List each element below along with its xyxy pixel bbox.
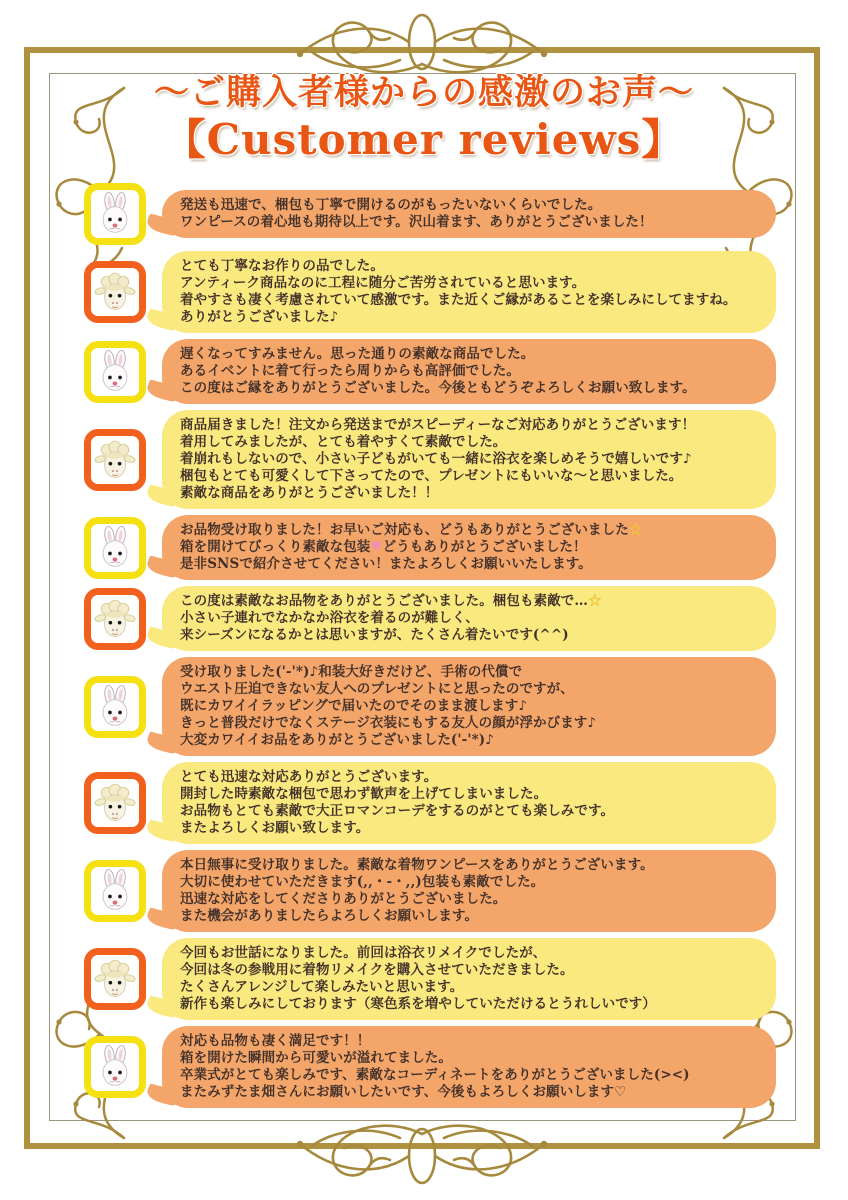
review-item [84,586,776,651]
bubble-tail [146,308,181,331]
review-text: 本日無事に受け取りました。素敵な着物ワンピースをありがとうございます。 大切に使わせていただきます(,,・‐・,,)包装も素敵でした。 迅速な対応をしてくださりありがとうございました。 また機会がありましたらよろしくお願いします。 [180,857,654,924]
review-bubble [162,190,776,238]
review-bubble [162,657,776,756]
sheep-avatar-icon [84,261,146,323]
sheep-icon [93,597,137,641]
bubble-tail [146,1083,181,1106]
review-item [84,762,776,844]
rabbit-icon [93,685,137,729]
page-subtitle: 【Customer reviews】 [163,115,685,164]
rabbit-avatar-icon [84,676,146,738]
sheep-avatar-icon [84,429,146,491]
review-text: 受け取りました('-'*)♪和装大好きだけど、手術の代償で ウエスト圧迫できない友人へのプレゼントにと思ったのですが、 既にカワイイラッピングで届いたのでそのまま渡します♪ きっと普段だけでなくステージ衣装にもする友人の顔が浮かびます♪ 大変カワイイお品をありがとうございました('-'*)♪ [180,664,597,748]
rabbit-avatar-icon [84,517,146,579]
review-item [84,183,776,245]
bubble-tail [146,555,181,578]
page-title: 〜ご購入者様からの感激のお声〜 [153,72,694,113]
bubble-tail [146,626,181,649]
review-text: この度は素敵なお品物をありがとうございました。梱包も素敵で…☆ 小さい子連れでなかなか浴衣を着るのが難しく、 来シーズンになるかとは思いますが、たくさん着たいです(^^) [180,593,602,643]
review-bubble [162,762,776,844]
review-item [84,1026,776,1108]
rabbit-icon [93,869,137,913]
review-text: 商品届きました！注文から発送までがスピーディーなご対応ありがとうございます！ 着用してみましたが、とても着やすくて素敵でした。 着崩れもしないので、小さい子どもがいても一緒に浴衣を楽しめそうで嬉しいです♪ 梱包もとても可愛くして下さってたので、プレゼントにもいいな〜と思いました。 素敵な商品をありがとうございました！！ [180,417,696,501]
page-header [0,72,848,164]
review-text: とても丁寧なお作りの品でした。 アンティーク商品なのに工程に随分ご苦労されていると思います。 着やすさも凄く考慮されていて感激です。また近くご縁があることを楽しみにしてますね。 ありがとうございました♪ [180,258,737,325]
review-text: 発送も迅速で、梱包も丁寧で開けるのがもったいないくらいでした。 ワンピースの着心地も期待以上です。沢山着ます、ありがとうございました！ [180,197,653,230]
bubble-tail [146,819,181,842]
rabbit-avatar-icon [84,183,146,245]
bubble-tail [146,995,181,1018]
review-item [84,410,776,509]
review-bubble [162,850,776,932]
review-bubble [162,1026,776,1108]
review-bubble [162,251,776,333]
review-bubble [162,410,776,509]
sheep-icon [93,438,137,482]
rabbit-avatar-icon [84,341,146,403]
sheep-avatar-icon [84,588,146,650]
rabbit-icon [93,526,137,570]
review-text: 今回もお世話になりました。前回は浴衣リメイクでしたが、 今回は冬の参戦用に着物リメイクを購入させていただきました。 たくさんアレンジして楽しみたいと思います。 新作も楽しみにしております（寒色系を増やしていただけるとうれしいです） [180,945,656,1012]
review-item [84,850,776,932]
review-item [84,657,776,756]
rabbit-avatar-icon [84,860,146,922]
review-item [84,251,776,333]
review-text: 対応も品物も凄く満足です！！ 箱を開けた瞬間から可愛いが溢れてました。 卒業式がとても楽しみです、素敵なコーディネートをありがとうございました(><) またみずたま畑さんにお願いしたいです、今後もよろしくお願いします♡ [180,1033,690,1100]
sheep-icon [93,781,137,825]
review-item [84,938,776,1020]
review-bubble [162,339,776,404]
sheep-avatar-icon [84,772,146,834]
review-text: とても迅速な対応ありがとうございます。 開封した時素敵な梱包で思わず歓声を上げてしまいました。 お品物もとても素敵で大正ロマンコーデをするのがとても楽しみです。 またよろしくお願い致します。 [180,769,615,836]
rabbit-icon [93,1045,137,1089]
rabbit-icon [93,192,137,236]
bubble-tail [146,731,181,754]
review-bubble [162,515,776,580]
review-text: お品物受け取りました！お早いご対応も、どうもありがとうございました☆ 箱を開けてびっくり素敵な包装♥どうもありがとうございました！ 是非SNSで紹介させてください！またよろしくお願いいたします。 [180,522,643,572]
review-item [84,515,776,580]
review-bubble [162,586,776,651]
bubble-tail [146,213,181,236]
review-item [84,339,776,404]
reviews-list [84,183,776,1108]
bubble-tail [146,907,181,930]
rabbit-icon [93,350,137,394]
bubble-tail [146,484,181,507]
review-text: 遅くなってすみません。思った通りの素敵な商品でした。 あるイベントに着て行ったら周りからも高評価でした。 この度はご縁をありがとうございました。今後ともどうぞよろしくお願い致します。 [180,346,696,396]
sheep-icon [93,957,137,1001]
review-bubble [162,938,776,1020]
rabbit-avatar-icon [84,1036,146,1098]
sheep-icon [93,270,137,314]
bubble-tail [146,379,181,402]
sheep-avatar-icon [84,948,146,1010]
